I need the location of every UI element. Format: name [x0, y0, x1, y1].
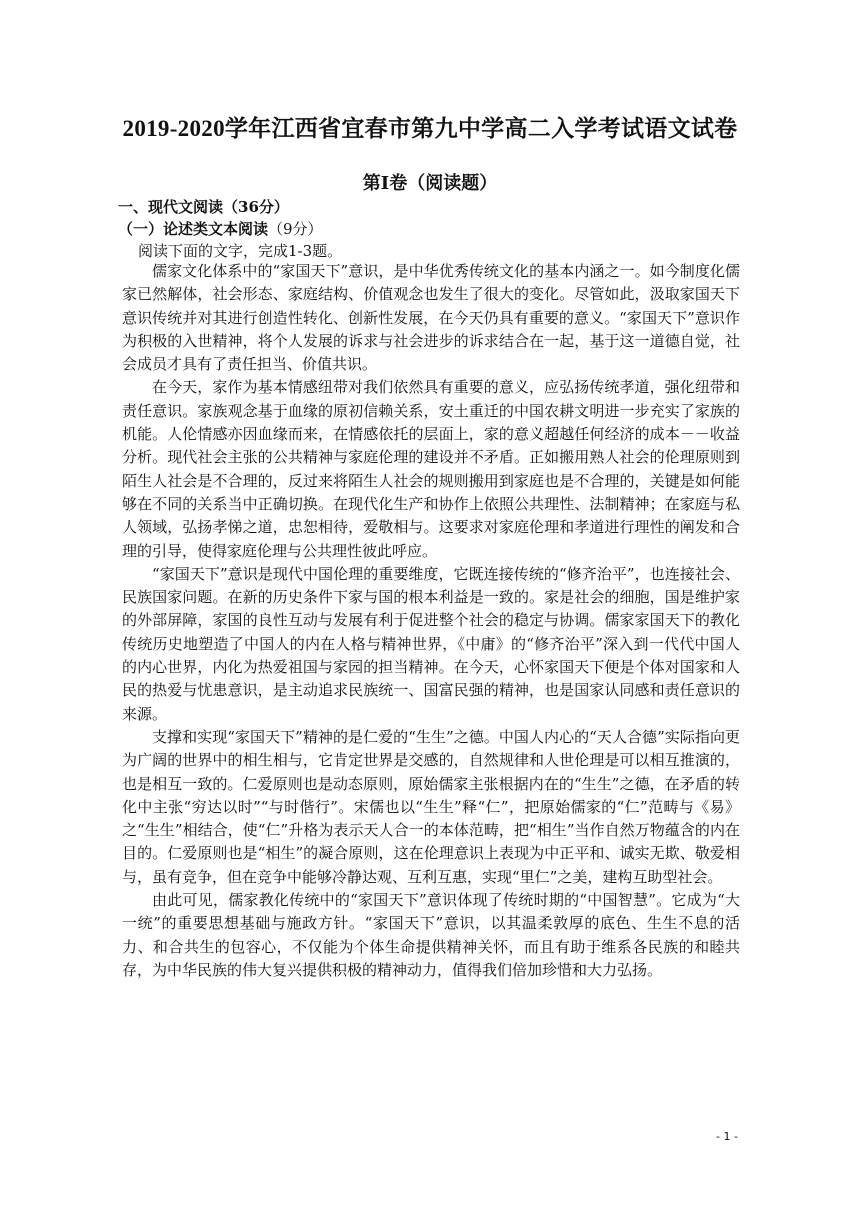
part-heading: 一、现代文阅读（36分） — [118, 198, 289, 216]
page-number: - 1 - — [716, 1130, 738, 1143]
reading-instruction: 阅读下面的文字，完成1-3题。 — [138, 242, 343, 260]
subpart-heading-score: （9分） — [268, 220, 323, 238]
passage-paragraph: 儒家文化体系中的“家国天下”意识，是中华优秀传统文化的基本内涵之一。如今制度化儒家已然解体，社会形态、家庭结构、价值观念也发生了很大的变化。尽管如此，汲取家国天下意识传统并对其进行创造性转化、创新性发展，在今天仍具有重要的意义。“家国天下”意识作为积极的入世精神，将个人发展的诉求与社会进步的诉求结合在一起，基于这一道德自觉，社会成员才具有了责任担当、价值共识。 — [122, 262, 740, 374]
passage-paragraph: 由此可见，儒家教化传统中的“家国天下”意识体现了传统时期的“中国智慧”。它成为“大一统”的重要思想基础与施政方针。“家国天下”意识，以其温柔敦厚的底色、生生不息的活力、和合共生的包容心，不仅能为个体生命提供精神关怀，而且有助于维系各民族的和睦共存，为中华民族的伟大复兴提供积极的精神动力，值得我们倍加珍惜和大力弘扬。 — [122, 891, 740, 979]
passage-paragraph: 在今天，家作为基本情感纽带对我们依然具有重要的意义，应弘扬传统孝道，强化纽带和责任意识。家族观念基于血缘的原初信赖关系，安土重迁的中国农耕文明进一步充实了家族的机能。人伦情感亦因血缘而来，在情感依托的层面上，家的意义超越任何经济的成本－－收益分析。现代社会主张的公共精神与家庭伦理的建设并不矛盾。正如搬用熟人社会的伦理原则到陌生人社会是不合理的，反过来将陌生人社会的规则搬用到家庭也是不合理的，关键是如何能够在不同的关系当中正确切换。在现代化生产和协作上依照公共理性、法制精神；在家庭与私人领域，弘扬孝悌之道，忠恕相待，爱敬相与。这要求对家庭伦理和孝道进行理性的阐发和合理的引导，使得家庭伦理与公共理性彼此呼应。 — [122, 378, 740, 560]
passage-paragraph: “家国天下”意识是现代中国伦理的重要维度，它既连接传统的“修齐治平”，也连接社会、民族国家问题。在新的历史条件下家与国的根本利益是一致的。家是社会的细胞，国是维护家的外部屏障，家国的良性互动与发展有利于促进整个社会的稳定与协调。儒家家国天下的教化传统历史地塑造了中国人的内在人格与精神世界，《中庸》的“修齐治平”深入到一代代中国人的内心世界，内化为热爱祖国与家园的担当精神。在今天，心怀家国天下便是个体对国家和人民的热爱与忧患意识，是主动追求民族统一、国富民强的精神，也是国家认同感和责任意识的来源。 — [122, 564, 740, 723]
passage-paragraph: 支撑和实现“家国天下”精神的是仁爱的“生生”之德。中国人内心的“天人合德”实际指向更为广阔的世界中的相生相与，它肯定世界是交感的，自然规律和人世伦理是可以相互推演的，也是相互一致的。仁爱原则也是动态原则，原始儒家主张根据内在的“生生”之德，在矛盾的转化中主张“穷达以时”“与时偕行”。宋儒也以“生生”释“仁”，把原始儒家的“仁”范畴与《易》之“生生”相结合，使“仁”升格为表示天人合一的本体范畴，把“相生”当作自然万物蕴含的内在目的。仁爱原则也是“相生”的凝合原则，这在伦理意识上表现为中正平和、诚实无欺、敬爱相与，虽有竞争，但在竞争中能够冷静达观、互利互惠，实现“里仁”之美，建构互助型社会。 — [122, 727, 740, 886]
reading-passage — [122, 260, 740, 982]
document-title: 2019-2020学年江西省宜春市第九中学高二入学考试语文试卷 — [122, 116, 738, 141]
section-title: 第Ⅰ卷（阅读题） — [362, 173, 498, 194]
subpart-heading — [118, 219, 323, 239]
subpart-heading-label: （一）论述类文本阅读 — [118, 220, 269, 238]
